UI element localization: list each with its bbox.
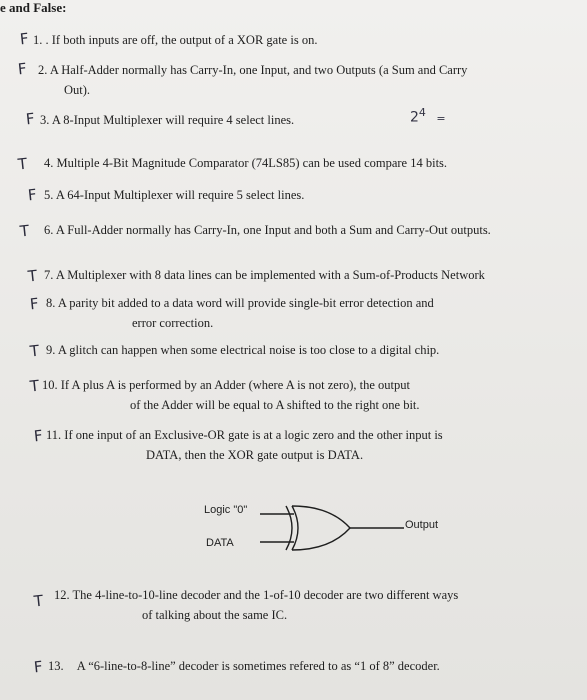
question-text: A “6-line-to-8-line” decoder is sometimes refered to as “1 of 8” decoder.: [76, 659, 440, 673]
gate-input-2-label: DATA: [206, 537, 234, 549]
question-text: If A plus A is performed by an Adder (where A is not zero), the output: [60, 378, 410, 392]
question-number: 5.: [44, 188, 54, 202]
question-text: A parity bit added to a data word will provide single-bit error detection and: [57, 296, 434, 310]
question-text: A 64-Input Multiplexer will require 5 select lines.: [55, 188, 305, 202]
gate-output-label: Output: [405, 519, 439, 531]
question-11: [46, 425, 443, 465]
question-text-continued: Out).: [64, 83, 91, 97]
question-6: [44, 220, 491, 240]
question-text: The 4-line-to-10-line decoder and the 1-of-10 decoder are two different ways: [72, 588, 459, 602]
question-number: 9.: [46, 343, 56, 357]
answer-mark-12: T: [33, 591, 45, 611]
answer-mark-7: T: [27, 266, 39, 286]
question-text-continued: of talking about the same IC.: [142, 608, 288, 622]
question-text-continued: error correction.: [132, 316, 214, 330]
question-text: A Half-Adder normally has Carry-In, one Input, and two Outputs (a Sum and Carry: [49, 63, 468, 77]
answer-mark-1: F: [19, 29, 30, 49]
question-3: [40, 110, 294, 130]
answer-mark-2: F: [17, 59, 28, 79]
answer-mark-5: F: [27, 185, 38, 205]
note-base: 2: [410, 109, 419, 126]
xor-gate-figure: [200, 500, 460, 560]
question-text: If both inputs are off, the output of a XOR gate is on.: [51, 33, 318, 47]
question-text-continued: of the Adder will be equal to A shifted to the right one bit.: [130, 398, 420, 412]
answer-mark-4: T: [17, 154, 29, 174]
question-number: 11.: [46, 428, 62, 442]
answer-mark-10: T: [29, 376, 41, 396]
question-4: [44, 153, 447, 173]
answer-mark-3: F: [25, 109, 36, 129]
question-9: [46, 340, 439, 360]
question-5: [44, 185, 304, 205]
note-exponent: 4: [418, 106, 426, 119]
question-1: [33, 30, 317, 50]
question-number: 12.: [54, 588, 70, 602]
question-number: 4.: [44, 156, 54, 170]
question-text: A glitch can happen when some electrical noise is too close to a digital chip.: [57, 343, 440, 357]
question-number: 1. .: [33, 33, 49, 47]
handwritten-note: [410, 106, 446, 126]
question-12: [54, 585, 458, 625]
question-number: 6.: [44, 223, 54, 237]
question-number: 7.: [44, 268, 54, 282]
answer-mark-6: T: [19, 221, 31, 241]
gate-input-1-label: Logic "0": [204, 504, 248, 516]
question-number: 10.: [42, 378, 58, 392]
question-number: 3.: [40, 113, 50, 127]
question-text: A Multiplexer with 8 data lines can be implemented with a Sum-of-Products Network: [55, 268, 485, 282]
question-7: [44, 265, 485, 285]
answer-mark-8: F: [29, 294, 40, 314]
section-heading: e and False:: [0, 0, 67, 15]
answer-mark-13: F: [33, 657, 44, 677]
answer-mark-11: F: [33, 426, 44, 446]
question-8: [46, 293, 434, 333]
xor-gate-symbol: [200, 500, 460, 560]
question-2: [38, 60, 467, 100]
question-text: A Full-Adder normally has Carry-In, one Input and both a Sum and Carry-Out outputs.: [55, 223, 491, 237]
note-equals: =: [436, 111, 446, 125]
question-number: 8.: [46, 296, 56, 310]
answer-mark-9: T: [29, 341, 41, 361]
question-13: [48, 656, 440, 676]
question-text-continued: DATA, then the XOR gate output is DATA.: [146, 448, 364, 462]
question-number: 13.: [48, 659, 64, 673]
question-text: If one input of an Exclusive-OR gate is at a logic zero and the other input is: [64, 428, 443, 442]
question-10: [42, 375, 420, 415]
question-text: Multiple 4-Bit Magnitude Comparator (74LS85) can be used compare 14 bits.: [56, 156, 448, 170]
question-number: 2.: [38, 63, 48, 77]
question-text: A 8-Input Multiplexer will require 4 select lines.: [51, 113, 295, 127]
